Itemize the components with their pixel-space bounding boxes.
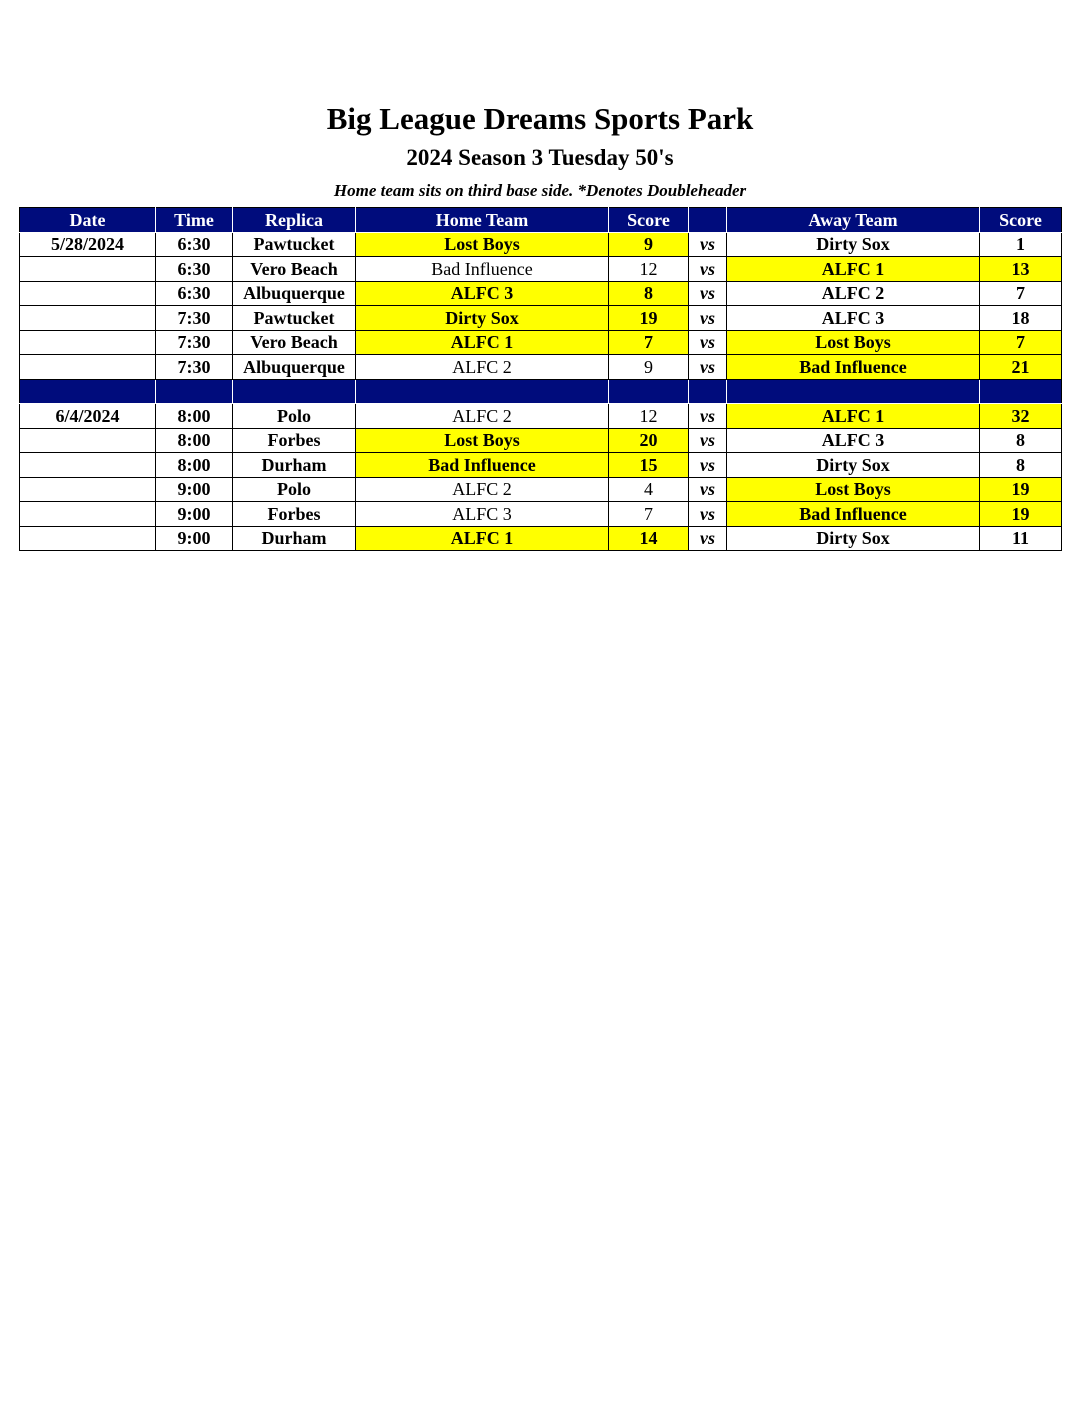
home-team-cell: ALFC 2	[356, 404, 609, 429]
vs-cell: vs	[689, 257, 727, 282]
vs-cell: vs	[689, 355, 727, 380]
time-cell: 6:30	[156, 257, 233, 282]
date-cell	[20, 281, 156, 306]
separator-cell	[980, 379, 1062, 404]
home-team-cell: ALFC 3	[356, 281, 609, 306]
away-score-cell: 19	[980, 502, 1062, 527]
game-row	[20, 330, 1062, 355]
away-score-cell: 11	[980, 526, 1062, 551]
away-score-cell: 8	[980, 453, 1062, 478]
game-row	[20, 502, 1062, 527]
home-team-cell: Bad Influence	[356, 257, 609, 282]
home-score-cell: 8	[609, 281, 689, 306]
replica-field-cell: Forbes	[233, 502, 356, 527]
away-team-cell: Bad Influence	[727, 502, 980, 527]
vs-cell: vs	[689, 404, 727, 429]
schedule-body	[20, 232, 1062, 551]
separator-cell	[689, 379, 727, 404]
replica-field-cell: Durham	[233, 453, 356, 478]
replica-field-cell: Forbes	[233, 428, 356, 453]
home-score-cell: 9	[609, 232, 689, 257]
date-cell: 5/28/2024	[20, 232, 156, 257]
col-header-date: Date	[20, 208, 156, 233]
home-team-cell: ALFC 3	[356, 502, 609, 527]
time-cell: 8:00	[156, 428, 233, 453]
time-cell: 7:30	[156, 355, 233, 380]
vs-cell: vs	[689, 232, 727, 257]
home-score-cell: 12	[609, 257, 689, 282]
separator-cell	[156, 379, 233, 404]
replica-field-cell: Vero Beach	[233, 330, 356, 355]
replica-field-cell: Durham	[233, 526, 356, 551]
time-cell: 7:30	[156, 306, 233, 331]
date-cell	[20, 330, 156, 355]
vs-cell: vs	[689, 281, 727, 306]
home-team-cell: ALFC 1	[356, 330, 609, 355]
col-header-away-team: Away Team	[727, 208, 980, 233]
game-row	[20, 355, 1062, 380]
date-cell: 6/4/2024	[20, 404, 156, 429]
time-cell: 8:00	[156, 404, 233, 429]
away-team-cell: ALFC 3	[727, 306, 980, 331]
away-score-cell: 21	[980, 355, 1062, 380]
vs-cell: vs	[689, 453, 727, 478]
away-team-cell: Lost Boys	[727, 477, 980, 502]
home-team-cell: Lost Boys	[356, 428, 609, 453]
game-row	[20, 404, 1062, 429]
home-score-cell: 14	[609, 526, 689, 551]
date-cell	[20, 502, 156, 527]
game-row	[20, 306, 1062, 331]
away-team-cell: Dirty Sox	[727, 453, 980, 478]
game-row	[20, 477, 1062, 502]
page-title: Big League Dreams Sports Park	[326, 101, 754, 136]
vs-cell: vs	[689, 428, 727, 453]
home-team-cell: ALFC 1	[356, 526, 609, 551]
vs-cell: vs	[689, 306, 727, 331]
home-score-cell: 9	[609, 355, 689, 380]
col-header-time: Time	[156, 208, 233, 233]
date-cell	[20, 477, 156, 502]
col-header-home-score: Score	[609, 208, 689, 233]
time-cell: 9:00	[156, 526, 233, 551]
away-score-cell: 13	[980, 257, 1062, 282]
vs-cell: vs	[689, 477, 727, 502]
schedule-table	[19, 207, 1062, 551]
replica-field-cell: Vero Beach	[233, 257, 356, 282]
home-team-cell: Dirty Sox	[356, 306, 609, 331]
home-score-cell: 12	[609, 404, 689, 429]
home-team-cell: Bad Influence	[356, 453, 609, 478]
away-score-cell: 7	[980, 281, 1062, 306]
separator-cell	[233, 379, 356, 404]
date-cell	[20, 306, 156, 331]
home-team-cell: ALFC 2	[356, 355, 609, 380]
time-cell: 6:30	[156, 232, 233, 257]
away-score-cell: 32	[980, 404, 1062, 429]
vs-cell: vs	[689, 526, 727, 551]
away-team-cell: Dirty Sox	[727, 526, 980, 551]
vs-cell: vs	[689, 502, 727, 527]
away-team-cell: ALFC 1	[727, 404, 980, 429]
home-score-cell: 20	[609, 428, 689, 453]
away-score-cell: 18	[980, 306, 1062, 331]
away-score-cell: 19	[980, 477, 1062, 502]
page-subtitle: 2024 Season 3 Tuesday 50's	[406, 145, 674, 170]
home-score-cell: 19	[609, 306, 689, 331]
away-score-cell: 8	[980, 428, 1062, 453]
game-row	[20, 428, 1062, 453]
replica-field-cell: Polo	[233, 477, 356, 502]
schedule-note: Home team sits on third base side. *Denotes Doubleheader	[333, 181, 747, 200]
separator-cell	[20, 379, 156, 404]
game-row	[20, 526, 1062, 551]
home-score-cell: 7	[609, 330, 689, 355]
separator-cell	[609, 379, 689, 404]
away-score-cell: 7	[980, 330, 1062, 355]
time-cell: 7:30	[156, 330, 233, 355]
replica-field-cell: Albuquerque	[233, 355, 356, 380]
game-row	[20, 453, 1062, 478]
home-score-cell: 15	[609, 453, 689, 478]
table-header-row	[20, 208, 1062, 233]
week-separator-row	[20, 379, 1062, 404]
date-cell	[20, 526, 156, 551]
col-header-vs	[689, 208, 727, 233]
replica-field-cell: Polo	[233, 404, 356, 429]
col-header-away-score: Score	[980, 208, 1062, 233]
away-team-cell: Bad Influence	[727, 355, 980, 380]
game-row	[20, 281, 1062, 306]
home-score-cell: 4	[609, 477, 689, 502]
away-team-cell: ALFC 1	[727, 257, 980, 282]
date-cell	[20, 257, 156, 282]
away-team-cell: ALFC 2	[727, 281, 980, 306]
date-cell	[20, 355, 156, 380]
replica-field-cell: Pawtucket	[233, 306, 356, 331]
separator-cell	[356, 379, 609, 404]
away-team-cell: Dirty Sox	[727, 232, 980, 257]
replica-field-cell: Albuquerque	[233, 281, 356, 306]
game-row	[20, 257, 1062, 282]
away-score-cell: 1	[980, 232, 1062, 257]
time-cell: 9:00	[156, 477, 233, 502]
away-team-cell: ALFC 3	[727, 428, 980, 453]
time-cell: 6:30	[156, 281, 233, 306]
home-team-cell: ALFC 2	[356, 477, 609, 502]
home-team-cell: Lost Boys	[356, 232, 609, 257]
home-score-cell: 7	[609, 502, 689, 527]
time-cell: 8:00	[156, 453, 233, 478]
col-header-home-team: Home Team	[356, 208, 609, 233]
date-cell	[20, 428, 156, 453]
replica-field-cell: Pawtucket	[233, 232, 356, 257]
away-team-cell: Lost Boys	[727, 330, 980, 355]
date-cell	[20, 453, 156, 478]
separator-cell	[727, 379, 980, 404]
game-row	[20, 232, 1062, 257]
vs-cell: vs	[689, 330, 727, 355]
col-header-replica: Replica	[233, 208, 356, 233]
time-cell: 9:00	[156, 502, 233, 527]
